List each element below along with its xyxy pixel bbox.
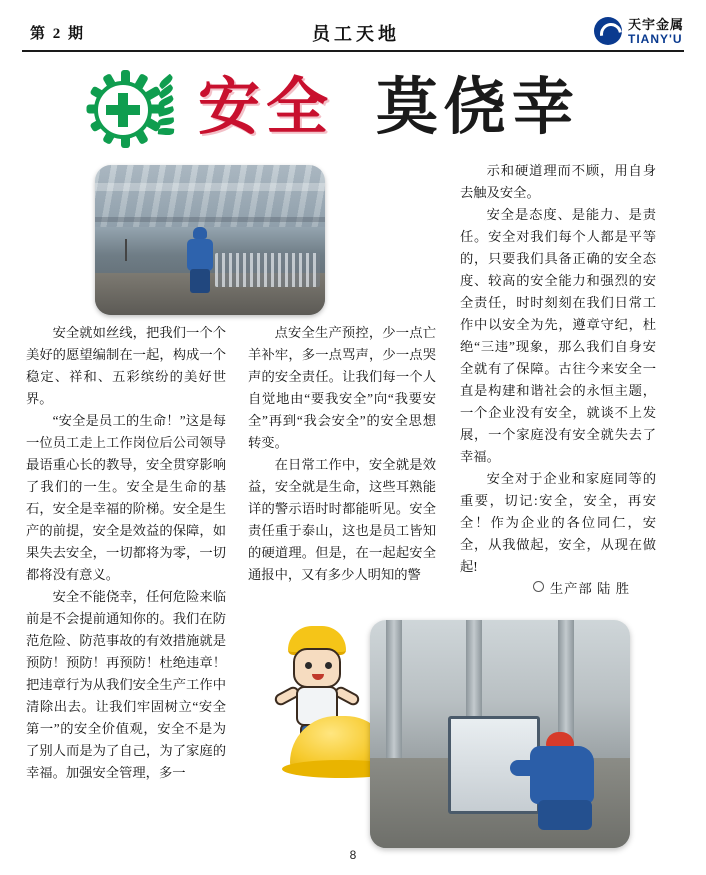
mascot-head: [293, 648, 341, 688]
masthead-title-red: 安全: [198, 70, 335, 143]
brand-text: [628, 18, 684, 45]
issue-label: 第 2 期: [30, 26, 86, 42]
worker-figure-shape: [183, 227, 217, 293]
page-header: [22, 12, 684, 52]
paragraph: 安全就如丝线，把我们一个个美好的愿望编制在一起，构成一个稳定、祥和、五彩缤纷的美好世界。: [26, 325, 226, 406]
mascot-eye: [305, 662, 312, 669]
factory-column-shape: [386, 620, 402, 770]
workshop-photo: [95, 165, 325, 315]
wheat-branch-icon: [146, 76, 178, 138]
maintenance-photo: [370, 620, 630, 848]
brand-logo: [534, 14, 684, 48]
crane-rail-shape: [95, 217, 325, 222]
article-column-1: [26, 322, 226, 784]
masthead: [70, 70, 650, 148]
ceiling-beam-shape: [95, 183, 325, 191]
paragraph: 安全是态度、是能力、是责任。安全对我们每个人都是平等的，只要我们具备正确的安全态度、较高的安全能力和强烈的安全责任，时时刻刻在我们日常工作中以安全为先，遵章守纪，杜绝“三违”现象，那么我们自身安全就有了保障。古往今来安全一直是构建和谐社会的永恒主题，一个企业没有安全，就谈不上发展，一个家庭没有安全就失去了幸福。: [460, 207, 656, 464]
author-signature: [460, 578, 656, 600]
header-section-title: 员工天地: [312, 24, 400, 44]
brand-name-en: TIANY'U: [627, 31, 683, 46]
page-number: 8: [349, 848, 357, 862]
article-column-3: [460, 160, 656, 600]
safety-cross-wreath-icon: [82, 70, 178, 148]
masthead-title-black: 莫侥幸: [376, 70, 581, 143]
paragraph: 在日常工作中，安全就是效益，安全就是生命，这些耳熟能详的警示语时时都能听见。安全责任重于泰山，这也是员工皆知的硬道理。但是，在一起起安全通报中，又有多少人明知的警: [248, 457, 436, 582]
mascot-eye: [325, 662, 332, 669]
paragraph: 示和硬道理而不顾，用自身去触及安全。: [460, 163, 656, 200]
crane-cable-shape: [125, 239, 127, 261]
paragraph: “安全是员工的生命！”这是每一位员工走上工作岗位后公司领导最语重心长的教导，安全贯穿影响了我们的一生。安全是生命的基石，安全是幸福的阶梯。安全是生产的前提，安全是效益的保障，如果失去安全，一切都将为零，一切都将没有意义。: [26, 413, 226, 582]
worker-body-shape: [530, 746, 594, 804]
worker-leg-shape: [538, 800, 592, 830]
signature-text: 生产部 陆 胜: [549, 581, 630, 596]
paragraph: 安全不能侥幸，任何危险来临前是不会提前通知你的。我们在防范危险、防范事故的有效措施就是预防！预防！再预防！杜绝违章！把违章行为从我们安全生产工作中清除出去。让我们牢固树立“安全第一”的安全价值观，安全不是为了别人而是为了自己，为了家庭的幸福。加强安全管理，多一: [26, 589, 226, 780]
paragraph: 安全对于企业和家庭同等的重要，切记:安全，安全，再安全！作为企业的各位同仁，安全，从我做起，安全，从现在做起!: [460, 471, 656, 574]
header-divider: [22, 50, 684, 52]
steel-product-shape: [215, 253, 320, 287]
spiral-logo-icon: [594, 17, 622, 45]
brand-name-cn: 天宇金属: [627, 16, 684, 32]
paragraph: 点安全生产预控，少一点亡羊补牢，多一点骂声，少一点哭声的安全责任。让我们每一个人自觉地由“要我安全”向“我要安全”再到“我会安全”的安全思想转变。: [248, 325, 436, 450]
signature-bullet-icon: [533, 581, 544, 592]
green-cross-icon: [94, 81, 152, 139]
article-column-2: [248, 322, 436, 586]
